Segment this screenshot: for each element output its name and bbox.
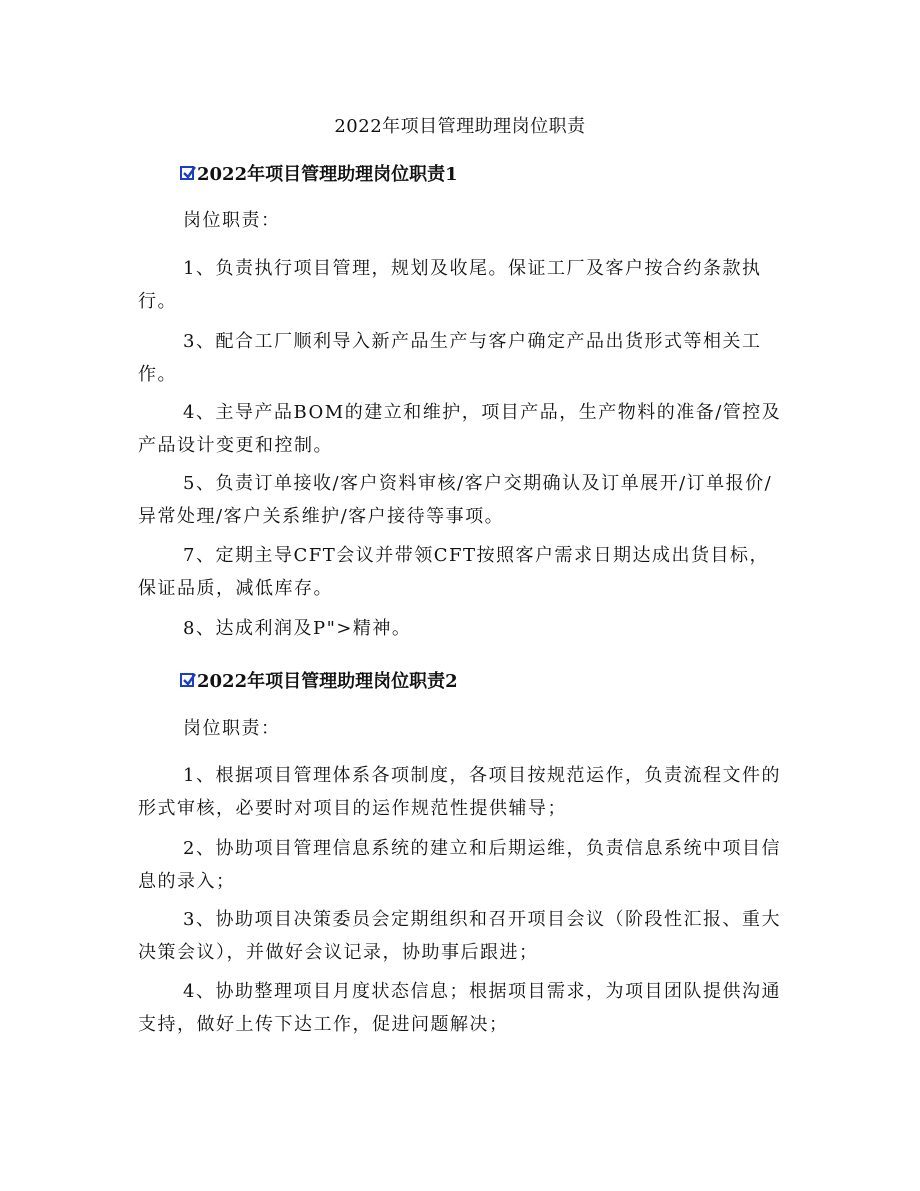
list-item: 1、根据项目管理体系各项制度，各项目按规范运作，负责流程文件的形式审核，必要时对项目的运作规范性提供辅导； [138, 765, 781, 819]
section-heading-text: 2022年项目管理助理岗位职责2 [197, 671, 458, 692]
section-heading-text: 2022年项目管理助理岗位职责1 [197, 164, 458, 185]
list-item: 8、达成利润及P">精神。 [183, 618, 412, 639]
section-label: 岗位职责： [183, 718, 281, 739]
list-item: 4、主导产品BOM的建立和维护，项目产品，生产物料的准备/管控及产品设计变更和控制。 [138, 402, 782, 456]
list-item: 3、协助项目决策委员会定期组织和召开项目会议（阶段性汇报、重大决策会议），并做好会议记录，协助事后跟进； [138, 909, 781, 963]
list-item: 1、负责执行项目管理，规划及收尾。保证工厂及客户按合约条款执行。 [138, 258, 762, 312]
list-item: 7、定期主导CFT会议并带领CFT按照客户需求日期达成出货目标，保证品质，减低库存。 [138, 545, 769, 599]
list-item: 4、协助整理项目月度状态信息；根据项目需求，为项目团队提供沟通支持，做好上传下达工作，促进问题解决； [138, 981, 781, 1035]
checkbox-checked-icon [180, 673, 194, 687]
list-item: 5、负责订单接收/客户资料审核/客户交期确认及订单展开/订单报价/异常处理/客户关系维护/客户接待等事项。 [138, 473, 773, 527]
list-item: 2、协助项目管理信息系统的建立和后期运维，负责信息系统中项目信息的录入； [138, 838, 781, 892]
list-item: 3、配合工厂顺利导入新产品生产与客户确定产品出货形式等相关工作。 [138, 331, 762, 385]
checkbox-checked-icon [180, 166, 194, 180]
section-label: 岗位职责： [183, 210, 281, 231]
section-heading-1 [180, 160, 458, 186]
section-heading-2 [180, 667, 458, 693]
document-title: 2022年项目管理助理岗位职责 [334, 116, 586, 137]
